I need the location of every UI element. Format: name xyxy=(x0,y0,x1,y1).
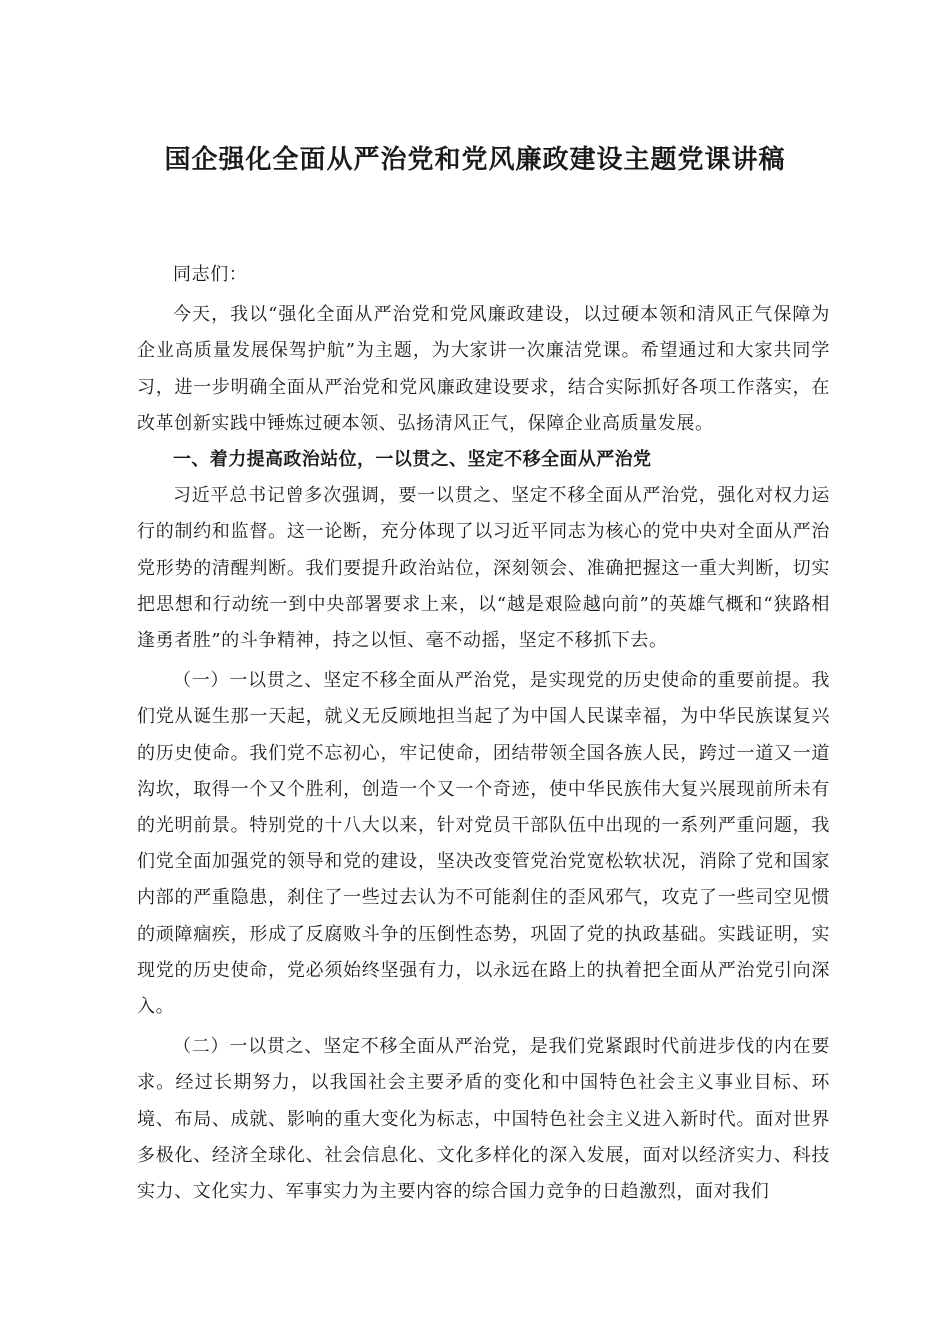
document-body xyxy=(137,257,830,1210)
intro-paragraph: 今天，我以“强化全面从严治党和党风廉政建设，以过硬本领和清风正气保障为企业高质量发展保驾护航”为主题，为大家讲一次廉洁党课。希望通过和大家共同学习，进一步明确全面从严治党和党风廉政建设要求，结合实际抓好各项工作落实，在改革创新实践中锤炼过硬本领、弘扬清风正气，保障企业高质量发展。 xyxy=(137,304,830,434)
subsection-2-paragraph: （二）一以贯之、坚定不移全面从严治党，是我们党紧跟时代前进步伐的内在要求。经过长期努力，以我国社会主要矛盾的变化和中国特色社会主义事业目标、环境、布局、成就、影响的重大变化为标志，中国特色社会主义进入新时代。面对世界多极化、经济全球化、社会信息化、文化多样化的深入发展，面对以经济实力、科技实力、文化实力、军事实力为主要内容的综合国力竞争的日趋激烈，面对我们 xyxy=(137,1036,830,1203)
subsection-1-paragraph: （一）一以贯之、坚定不移全面从严治党，是实现党的历史使命的重要前提。我们党从诞生那一天起，就义无反顾地担当起了为中国人民谋幸福，为中华民族谋复兴的历史使命。我们党不忘初心，牢记使命，团结带领全国各族人民，跨过一道又一道沟坎，取得一个又个胜利，创造一个又一个奇迹，使中华民族伟大复兴展现前所未有的光明前景。特别党的十八大以来，针对党员干部队伍中出现的一系列严重问题，我们党全面加强党的领导和党的建设，坚决改变管党治党宽松软状况，消除了党和国家内部的严重隐患，刹住了一些过去认为不可能刹住的歪风邪气，攻克了一些司空见惯的顽障痼疾，形成了反腐败斗争的压倒性态势，巩固了党的执政基础。实践证明，实现党的历史使命，党必须始终坚强有力，以永远在路上的执着把全面从严治党引向深入。 xyxy=(137,670,830,1018)
section-1-paragraph: 习近平总书记曾多次强调，要一以贯之、坚定不移全面从严治党，强化对权力运行的制约和监督。这一论断，充分体现了以习近平同志为核心的党中央对全面从严治党形势的清醒判断。我们要提升政治站位，深刻领会、准确把握这一重大判断，切实把思想和行动统一到中央部署要求上来，以“越是艰险越向前”的英雄气概和“狭路相逢勇者胜”的斗争精神，持之以恒、毫不动摇，坚定不移抓下去。 xyxy=(137,485,830,652)
salutation: 同志们： xyxy=(173,264,248,285)
document-title: 国企强化全面从严治党和党风廉政建设主题党课讲稿 xyxy=(164,145,786,175)
section-heading-1: 一、着力提高政治站位，一以贯之、坚定不移全面从严治党 xyxy=(173,449,652,471)
